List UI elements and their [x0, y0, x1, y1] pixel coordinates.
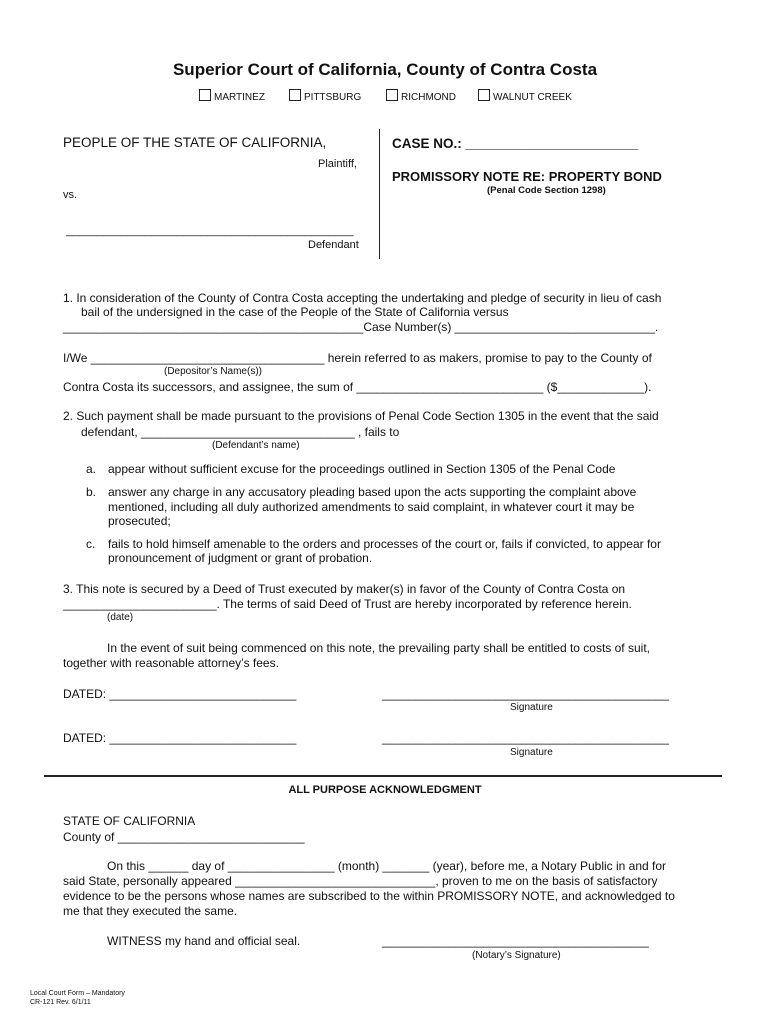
item-c-line-1: fails to hold himself amenable to the orders and processes of the court or, fails if convicted, to appear for [108, 537, 661, 551]
case-number-field[interactable]: CASE NO.: _______________________ [392, 136, 639, 151]
item-a-text: appear without sufficient excuse for the proceedings outlined in Section 1305 of the Penal Code [108, 462, 616, 476]
paragraph-3-line-2[interactable]: _______________________. The terms of said Deed of Trust are hereby incorporated by reference herein. [63, 597, 632, 611]
suit-line-1: In the event of suit being commenced on this note, the prevailing party shall be entitled to costs of suit, [107, 641, 650, 655]
form-title: PROMISSORY NOTE RE: PROPERTY BOND [392, 169, 662, 184]
state-label: STATE OF CALIFORNIA [63, 814, 196, 828]
checkbox-icon [289, 89, 301, 101]
suit-line-2: together with reasonable attorney’s fees. [63, 656, 279, 670]
caption-vs: vs. [63, 189, 78, 201]
item-c-label: c. [86, 537, 96, 551]
ack-line-4: me that they executed the same. [63, 904, 238, 918]
paragraph-2-line-1: 2. Such payment shall be made pursuant to the provisions of Penal Code Section 1305 in the event that the said [63, 409, 659, 423]
checkbox-icon [199, 89, 211, 101]
date-label: (date) [107, 612, 134, 623]
caption-plaintiff: Plaintiff, [318, 158, 357, 170]
makers-line[interactable]: I/We ___________________________________ herein referred to as makers, promise to pay to the County of [63, 351, 652, 365]
depositor-label: (Depositor’s Name(s)) [164, 366, 262, 377]
checkbox-icon [386, 89, 398, 101]
county-field[interactable]: County of ____________________________ [63, 830, 305, 844]
paragraph-2-line-2[interactable]: defendant, ________________________________ , fails to [81, 425, 400, 439]
penal-code-note: (Penal Code Section 1298) [487, 185, 606, 196]
dated-field-2[interactable]: DATED: ____________________________ [63, 731, 297, 745]
ack-line-2[interactable]: said State, personally appeared ______________________________, proven to me on the basis of satisfactory [63, 874, 658, 888]
item-b-line-3: prosecuted; [108, 514, 171, 528]
signature-line-1[interactable]: ___________________________________________ [382, 687, 669, 701]
checkbox-label: WALNUT CREEK [493, 92, 572, 103]
footer-form-number: CR-121 Rev. 6/1/11 [30, 999, 91, 1006]
sum-line[interactable]: Contra Costa its successors, and assignee, the sum of ____________________________ ($_____________). [63, 380, 652, 394]
checkbox-richmond[interactable] [386, 89, 456, 103]
defendant-line[interactable]: _______________________________________________ [66, 225, 354, 237]
item-b-line-2: mentioned, including all duly authorized amendments to said complaint, in whatever court it may be [108, 500, 635, 514]
footer-form-type: Local Court Form – Mandatory [30, 990, 125, 997]
witness-text: WITNESS my hand and official seal. [107, 934, 301, 948]
checkbox-label: MARTINEZ [214, 92, 265, 103]
checkbox-pittsburg[interactable] [289, 89, 361, 103]
checkbox-walnut-creek[interactable] [478, 89, 572, 103]
notary-signature-label: (Notary’s Signature) [472, 950, 561, 961]
ack-line-1[interactable]: On this ______ day of ________________ (month) _______ (year), before me, a Notary Public in and for [107, 859, 667, 873]
paragraph-1-line-3[interactable]: _____________________________________________Case Number(s) ______________________________. [63, 320, 659, 334]
paragraph-1-line-1: 1. In consideration of the County of Contra Costa accepting the undertaking and pledge of security in lieu of cash [63, 291, 662, 305]
checkbox-label: RICHMOND [401, 92, 456, 103]
item-c-line-2: pronouncement of judgment or grant of probation. [108, 551, 373, 565]
caption-people: PEOPLE OF THE STATE OF CALIFORNIA, [63, 135, 327, 150]
item-b-line-1: answer any charge in any accusatory pleading based upon the acts supporting the complaint above [108, 485, 637, 499]
signature-label-2: Signature [510, 747, 553, 758]
checkbox-label: PITTSBURG [304, 92, 362, 103]
paragraph-1-line-2: bail of the undersigned in the case of the People of the State of California versus [81, 305, 509, 319]
notary-signature-line[interactable]: ________________________________________ [382, 934, 649, 948]
checkbox-martinez[interactable] [199, 89, 265, 103]
signature-line-2[interactable]: ___________________________________________ [382, 731, 669, 745]
dated-field-1[interactable]: DATED: ____________________________ [63, 687, 297, 701]
defendant-name-label: (Defendant’s name) [212, 440, 300, 451]
checkbox-icon [478, 89, 490, 101]
caption-defendant: Defendant [308, 239, 359, 251]
ack-line-3: evidence to be the persons whose names are subscribed to the within PROMISSORY NOTE, and acknowledged to [63, 889, 675, 903]
item-a-label: a. [86, 462, 97, 476]
item-b-label: b. [86, 485, 97, 499]
signature-label-1: Signature [510, 702, 553, 713]
page-title: Superior Court of California, County of Contra Costa [172, 60, 598, 79]
acknowledgment-heading: ALL PURPOSE ACKNOWLEDGMENT [288, 784, 482, 796]
paragraph-3-line-1: 3. This note is secured by a Deed of Trust executed by maker(s) in favor of the County of Contra Costa on [63, 582, 626, 596]
section-divider [44, 775, 722, 777]
caption-divider [379, 129, 380, 259]
